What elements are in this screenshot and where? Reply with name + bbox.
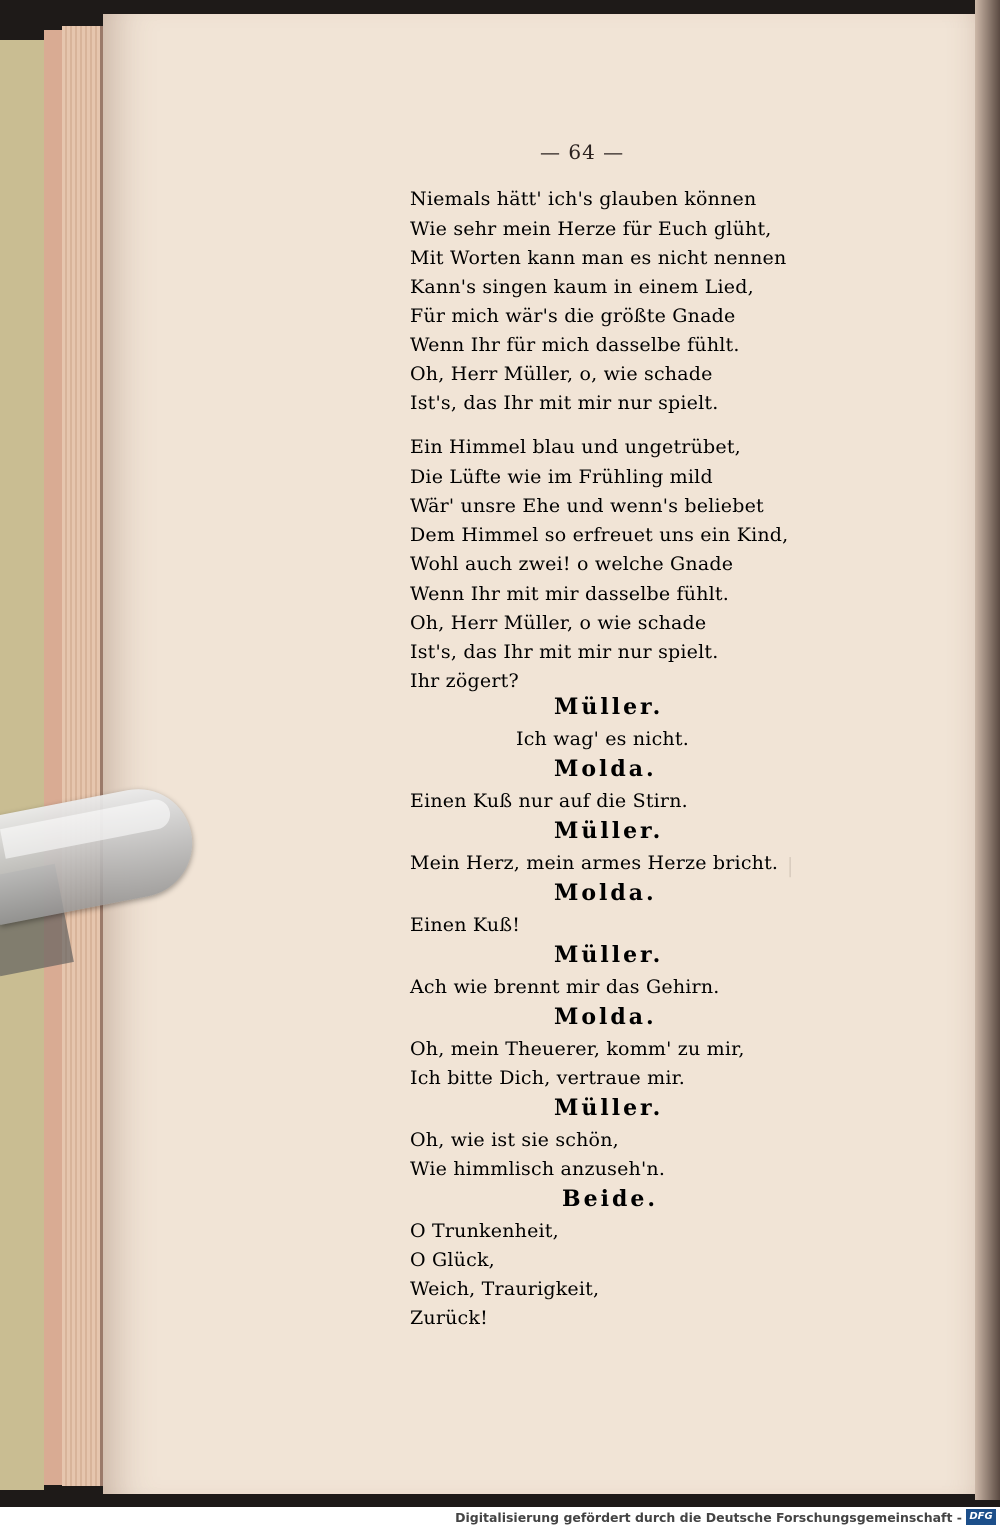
dialogue-line: Ich wag' es nicht.: [516, 728, 689, 750]
book-page-stack: [62, 26, 102, 1486]
verse-line: Wenn Ihr für mich dasselbe fühlt.: [410, 334, 740, 356]
funding-note: Digitalisierung gefördert durch die Deutsche Forschungsgemeinschaft -: [455, 1510, 962, 1525]
dialogue-line: Ich bitte Dich, vertraue mir.: [410, 1067, 686, 1089]
speaker-name: Müller.: [554, 694, 664, 720]
dfg-logo: DFG: [966, 1509, 996, 1525]
dialogue-line: Einen Kuß!: [410, 914, 521, 936]
footer-bar: [0, 1507, 1000, 1528]
speaker-name: Molda.: [554, 1004, 657, 1030]
dialogue-line: Wie himmlisch anzuseh'n.: [410, 1158, 666, 1180]
speaker-name: Müller.: [554, 1095, 664, 1121]
verse-line: Wohl auch zwei! o welche Gnade: [410, 553, 734, 575]
right-page-shadow: [975, 0, 1000, 1500]
verse-line: Niemals hätt' ich's glauben können: [410, 188, 757, 210]
verse-line: Ist's, das Ihr mit mir nur spielt.: [410, 392, 719, 414]
verse-line: Mit Worten kann man es nicht nennen: [410, 247, 787, 269]
verse-line: Wär' unsre Ehe und wenn's beliebet: [410, 495, 764, 517]
dialogue-line: Mein Herz, mein armes Herze bricht.: [410, 852, 779, 874]
bleed-through-mark: │: [785, 858, 796, 878]
verse-line: Für mich wär's die größte Gnade: [410, 305, 736, 327]
dialogue-line: Ach wie brennt mir das Gehirn.: [410, 976, 720, 998]
speaker-name: Molda.: [554, 756, 657, 782]
dialogue-line: Oh, mein Theuerer, komm' zu mir,: [410, 1038, 745, 1060]
page-number: — 64 —: [540, 140, 625, 164]
dialogue-line: O Glück,: [410, 1249, 495, 1271]
verse-line: Kann's singen kaum in einem Lied,: [410, 276, 754, 298]
verse-line: Ist's, das Ihr mit mir nur spielt.: [410, 641, 719, 663]
verse-line: Oh, Herr Müller, o, wie schade: [410, 363, 713, 385]
dialogue-line: Einen Kuß nur auf die Stirn.: [410, 790, 688, 812]
dialogue-line: Weich, Traurigkeit,: [410, 1278, 600, 1300]
verse-line: Wenn Ihr mit mir dasselbe fühlt.: [410, 583, 729, 605]
verse-line: Dem Himmel so erfreuet uns ein Kind,: [410, 524, 789, 546]
dialogue-line: Zurück!: [410, 1307, 488, 1329]
book-page-edge: [44, 30, 62, 1485]
dialogue-line: O Trunkenheit,: [410, 1220, 559, 1242]
speaker-name: Müller.: [554, 818, 664, 844]
dialogue-line: Oh, wie ist sie schön,: [410, 1129, 619, 1151]
verse-line: Wie sehr mein Herze für Euch glüht,: [410, 218, 772, 240]
speaker-name: Beide.: [562, 1186, 658, 1212]
speaker-name: Molda.: [554, 880, 657, 906]
verse-line: Ihr zögert?: [410, 670, 519, 692]
speaker-name: Müller.: [554, 942, 664, 968]
verse-line: Die Lüfte wie im Frühling mild: [410, 466, 713, 488]
verse-line: Oh, Herr Müller, o wie schade: [410, 612, 707, 634]
verse-line: Ein Himmel blau und ungetrübet,: [410, 436, 741, 458]
book-cover-edge: [0, 40, 44, 1490]
